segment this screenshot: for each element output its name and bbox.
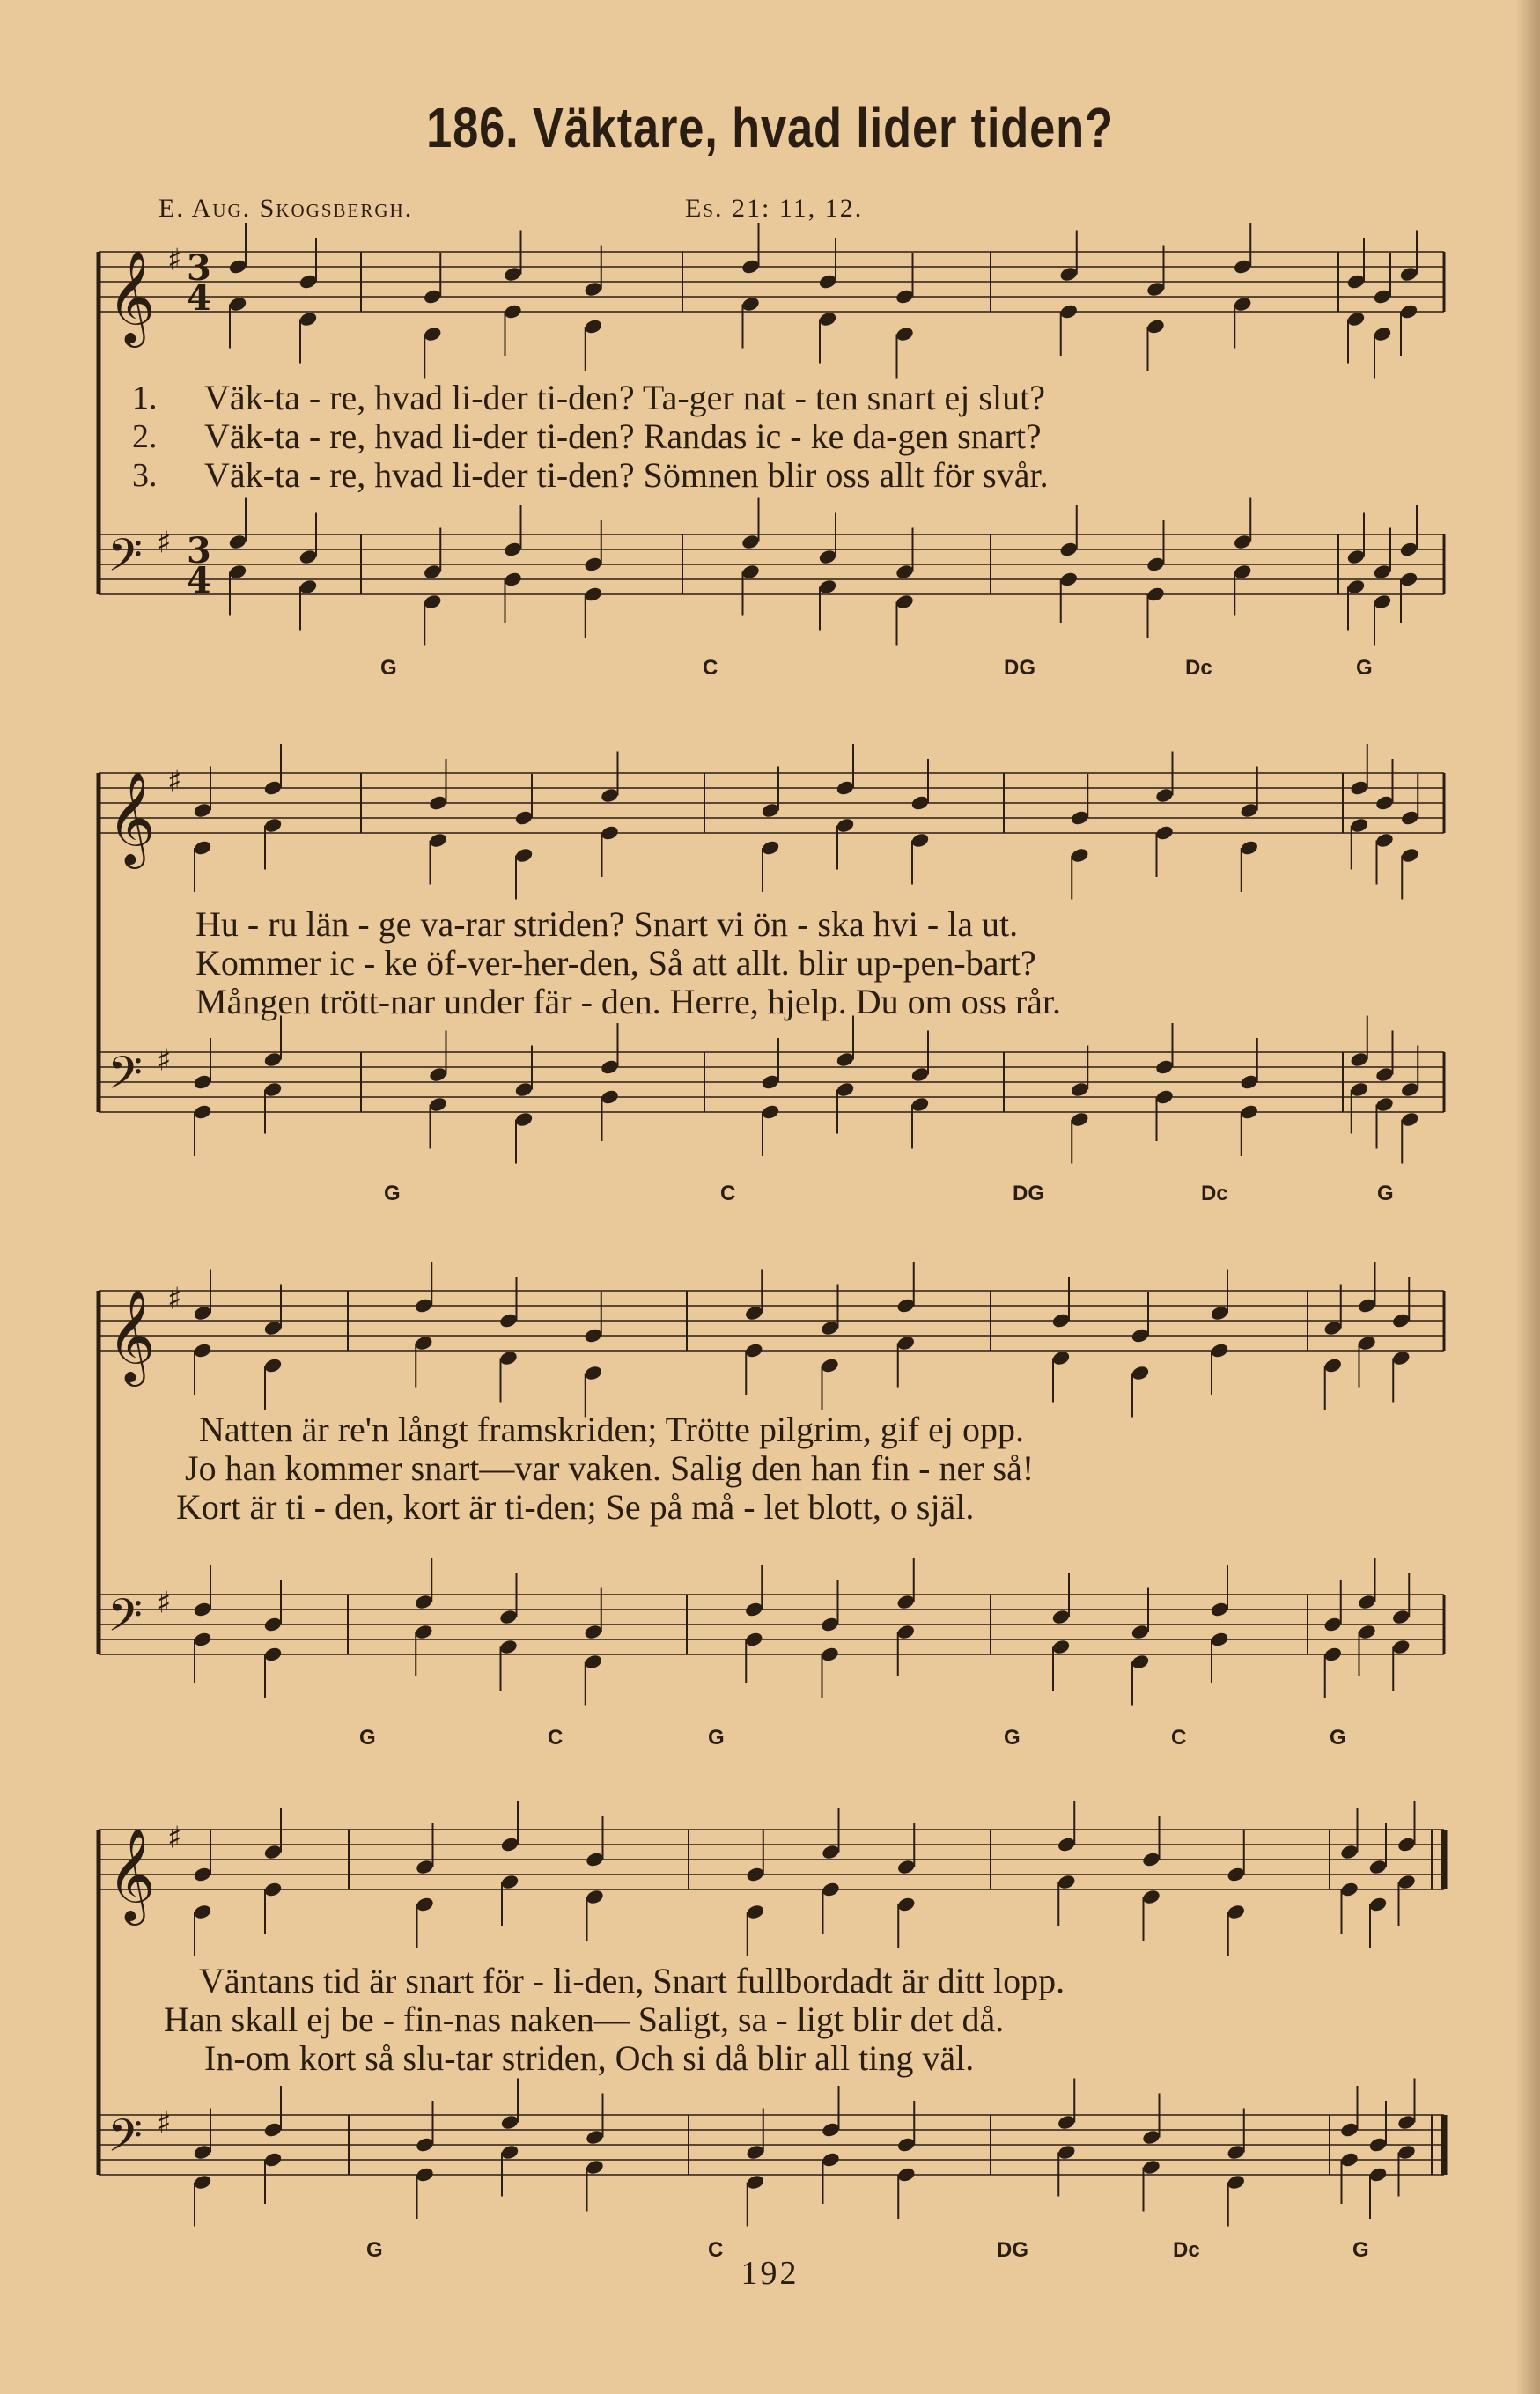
notehead-icon [1323,1646,1343,1663]
notehead-icon [1368,2136,1389,2154]
notehead-icon [895,1297,916,1315]
notehead-icon [821,2121,841,2139]
notehead-icon [583,1624,603,1641]
notehead-icon [1226,1904,1246,1921]
notehead-icon [745,2174,765,2191]
sharp-icon: ♯ [167,1820,182,1856]
notehead-icon [1239,802,1259,820]
notehead-icon [910,1066,931,1084]
notehead-icon [1146,556,1166,573]
notehead-icon [896,2136,917,2154]
notehead-icon [263,1081,284,1099]
notehead-icon [741,258,761,276]
notehead-icon [1210,1601,1230,1618]
sharp-icon: ♯ [167,763,182,799]
notehead-icon [193,1342,213,1359]
notehead-icon [1239,1103,1259,1121]
notehead-icon [1070,809,1090,827]
chord-label: G [708,1726,725,1749]
lyric-line: Väk-ta - re, hvad li-der ti-den? Sömnen blir oss allt för svår. [204,455,1049,495]
notehead-icon [1339,1844,1359,1861]
notehead-icon [818,311,838,328]
notehead-icon [1399,541,1419,558]
notehead-icon [193,1866,213,1883]
notehead-icon [1141,2129,1161,2147]
notehead-icon [503,571,523,588]
notehead-icon [415,2166,435,2184]
notehead-icon [1058,266,1079,284]
notehead-icon [1391,1609,1411,1626]
notehead-icon [415,1896,435,1913]
treble-clef-icon: 𝄞 [107,770,156,865]
lyric-line: Väk-ta - re, hvad li-der ti-den? Ta-ger nat - ten snart ej slut? [204,378,1045,417]
time-signature-icon: 3 [187,247,211,289]
notehead-icon [514,809,534,827]
notehead-icon [298,578,319,596]
notehead-icon [910,794,931,812]
chord-label: G [1377,1182,1394,1205]
notehead-icon [836,817,856,835]
notehead-icon [1146,281,1166,298]
notehead-icon [1346,311,1367,328]
verse-number: 3. [132,457,158,494]
notehead-icon [1399,303,1419,320]
notehead-icon [1233,534,1253,551]
notehead-icon [500,2144,520,2162]
notehead-icon [761,839,781,857]
notehead-icon [1357,1594,1377,1611]
notehead-icon [820,1616,840,1633]
treble-clef-icon: 𝄞 [107,249,156,343]
notehead-icon [741,296,761,313]
notehead-icon [818,578,838,596]
notehead-icon [1226,2174,1246,2191]
sharp-icon: ♯ [157,1585,172,1621]
notehead-icon [585,1851,605,1868]
notehead-icon [414,1624,434,1641]
notehead-icon [820,1357,840,1374]
chord-label: C [703,656,718,680]
notehead-icon [1374,794,1395,812]
notehead-icon [423,326,443,343]
notehead-icon [1339,1881,1359,1898]
notehead-icon [1070,1111,1090,1129]
notehead-icon [1391,1312,1411,1330]
notehead-icon [1349,1081,1369,1099]
notehead-icon [1400,1111,1420,1129]
notehead-icon [263,1881,284,1898]
notehead-icon [818,549,838,566]
notehead-icon [1339,2121,1359,2139]
notehead-icon [1146,318,1166,335]
notehead-icon [1233,296,1253,313]
notehead-icon [1070,847,1090,865]
treble-clef-icon: 𝄞 [107,1827,156,1921]
notehead-icon [193,1904,213,1921]
notehead-icon [583,586,603,603]
notehead-icon [1400,847,1420,865]
notehead-icon [1154,1058,1175,1076]
lyric-line: Natten är re'n långt framskriden; Trötte pilgrim, gif ej opp. [199,1410,1025,1449]
chord-label: G [1352,2238,1369,2262]
notehead-icon [583,318,603,335]
notehead-icon [1349,779,1369,797]
chord-label: C [720,1182,736,1205]
notehead-icon [585,2159,605,2177]
notehead-icon [1373,593,1393,611]
notehead-icon [744,1601,764,1618]
notehead-icon [583,1654,603,1671]
verse-number: 1. [132,379,158,416]
time-signature-icon: 4 [187,277,211,319]
notehead-icon [423,564,443,581]
sharp-icon: ♯ [167,242,182,278]
scripture-reference: Es. 21: 11, 12. [685,194,864,223]
notehead-icon [585,1889,605,1906]
notehead-icon [1131,1365,1151,1382]
notehead-icon [263,1320,284,1337]
notehead-icon [1057,1874,1077,1891]
chord-label: DG [1013,1182,1044,1205]
notehead-icon [263,1051,284,1069]
notehead-icon [744,1305,764,1322]
notehead-icon [1368,1896,1389,1913]
bass-clef-icon: 𝄢 [107,1046,143,1110]
notehead-icon [298,273,319,291]
notehead-icon [428,794,448,812]
hymn-title: 186. Väktare, hvad lider tiden? [426,96,1114,159]
notehead-icon [423,288,443,306]
notehead-icon [263,2151,284,2169]
chord-label: G [359,1726,376,1749]
notehead-icon [1154,1088,1175,1106]
notehead-icon [428,1096,448,1114]
chord-label: G [384,1182,401,1205]
notehead-icon [263,817,284,835]
notehead-icon [821,1844,841,1861]
notehead-icon [821,1881,841,1898]
notehead-icon [1210,1631,1230,1648]
notehead-icon [263,2121,284,2139]
notehead-icon [1396,2114,1417,2132]
notehead-icon [836,1081,856,1099]
lyric-line: Kommer ic - ke öf-ver-her-den, Så att allt. blir up-pen-bart? [195,943,1036,983]
notehead-icon [1058,541,1079,558]
notehead-icon [600,787,620,805]
notehead-icon [498,1350,519,1367]
notehead-icon [414,1594,434,1611]
notehead-icon [741,564,761,581]
lyric-line: Jo han kommer snart—var vaken. Salig den han fin - ner så! [185,1448,1035,1488]
bass-clef-icon: 𝄢 [107,528,143,593]
notehead-icon [1357,1335,1377,1352]
notehead-icon [1131,1654,1151,1671]
notehead-icon [1051,1639,1072,1656]
time-signature-icon: 4 [187,560,211,601]
notehead-icon [895,1624,916,1641]
notehead-icon [895,288,915,306]
notehead-icon [895,1594,916,1611]
notehead-icon [910,1096,931,1114]
notehead-icon [263,1844,284,1861]
notehead-icon [895,326,915,343]
notehead-icon [1346,549,1367,566]
notehead-icon [895,1335,916,1352]
sharp-icon: ♯ [157,2105,172,2141]
notehead-icon [1226,2144,1246,2162]
notehead-icon [1051,1609,1072,1626]
chord-label: G [1356,656,1373,680]
notehead-icon [744,1631,764,1648]
notehead-icon [1396,1836,1417,1853]
notehead-icon [1131,1624,1151,1641]
notehead-icon [821,2151,841,2169]
notehead-icon [415,1859,435,1876]
notehead-icon [1368,1859,1389,1876]
notehead-icon [228,296,248,313]
notehead-icon [193,2144,213,2162]
notehead-icon [514,847,534,865]
notehead-icon [745,2144,765,2162]
notehead-icon [500,2114,520,2132]
notehead-icon [263,1357,284,1374]
notehead-icon [820,1646,840,1663]
notehead-icon [1374,1066,1395,1084]
notehead-icon [1226,1866,1246,1883]
notehead-icon [1396,1874,1417,1891]
notehead-icon [1368,2166,1389,2184]
notehead-icon [1357,1297,1377,1315]
lyric-line: Hu - ru län - ge va-rar striden? Snart vi ön - ska hvi - la ut. [195,904,1019,944]
treble-clef-icon: 𝄞 [107,1288,156,1382]
notehead-icon [503,303,523,320]
notehead-icon [1141,1851,1161,1868]
notehead-icon [745,1904,765,1921]
notehead-icon [1400,809,1420,827]
notehead-icon [895,593,915,611]
notehead-icon [500,1874,520,1891]
notehead-icon [193,802,213,820]
notehead-icon [428,1066,448,1084]
notehead-icon [498,1312,519,1330]
sharp-icon: ♯ [157,525,172,561]
chord-label: DG [997,2238,1028,2262]
lyric-line: In-om kort så slu-tar striden, Och si då blir all ting väl. [204,2038,975,2078]
notehead-icon [263,779,284,797]
notehead-icon [514,1111,534,1129]
notehead-icon [193,1103,213,1121]
notehead-icon [818,273,838,291]
sharp-icon: ♯ [167,1281,182,1317]
notehead-icon [1058,303,1079,320]
notehead-icon [228,258,248,276]
notehead-icon [193,2174,213,2191]
page-number: 192 [741,2255,799,2292]
lyric-line: Kort är ti - den, kort är ti-den; Se på må - let blott, o själ. [176,1487,975,1527]
notehead-icon [583,281,603,298]
chord-label: DG [1004,656,1035,680]
chord-label: C [548,1726,564,1749]
notehead-icon [1154,787,1175,805]
notehead-icon [228,564,248,581]
notehead-icon [1396,2144,1417,2162]
notehead-icon [761,1103,781,1121]
lyric-line: Väntans tid är snart för - li-den, Snart fullbordadt är ditt lopp. [199,1961,1065,2000]
notehead-icon [1374,1096,1395,1114]
notehead-icon [1373,564,1393,581]
notehead-icon [1346,578,1367,596]
notehead-icon [1349,1051,1369,1069]
notehead-icon [1070,1081,1090,1099]
notehead-icon [1057,1836,1077,1853]
notehead-icon [1349,817,1369,835]
notehead-icon [415,2136,435,2154]
notehead-icon [1399,571,1419,588]
notehead-icon [500,1836,520,1853]
sharp-icon: ♯ [157,1042,172,1079]
notehead-icon [1323,1616,1343,1633]
notehead-icon [744,1342,764,1359]
notehead-icon [498,1639,519,1656]
notehead-icon [1339,2151,1359,2169]
lyric-line: Han skall ej be - fin-nas naken— Saligt, sa - ligt blir det då. [164,2000,1005,2039]
chord-label: Dc [1201,1182,1228,1205]
notehead-icon [193,839,213,857]
notehead-icon [896,1896,917,1913]
notehead-icon [1239,839,1259,857]
lyric-line: Väk-ta - re, hvad li-der ti-den? Randas ic - ke da-gen snart? [204,416,1042,456]
notehead-icon [1146,586,1166,603]
notehead-icon [761,1073,781,1091]
notehead-icon [1346,273,1367,291]
time-signature-icon: 3 [187,530,211,571]
notehead-icon [1391,1639,1411,1656]
notehead-icon [193,1631,213,1648]
notehead-icon [585,2129,605,2147]
notehead-icon [298,311,319,328]
notehead-icon [263,1616,284,1633]
notehead-icon [1210,1305,1230,1322]
notehead-icon [414,1297,434,1315]
notehead-icon [600,1088,620,1106]
notehead-icon [745,1866,765,1883]
bass-clef-icon: 𝄢 [107,1588,143,1653]
notehead-icon [503,541,523,558]
notehead-icon [1233,564,1253,581]
bass-clef-icon: 𝄢 [107,2109,143,2173]
chord-label: G [1330,1726,1346,1749]
notehead-icon [761,802,781,820]
notehead-icon [600,824,620,842]
composer-credit: E. Aug. Skogsbergh. [158,194,414,223]
notehead-icon [1058,571,1079,588]
notehead-icon [1239,1073,1259,1091]
notehead-icon [228,534,248,551]
notehead-icon [1357,1624,1377,1641]
notehead-icon [1400,1081,1420,1099]
chord-label: C [1171,1726,1187,1749]
notehead-icon [263,1646,284,1663]
notehead-icon [514,1081,534,1099]
notehead-icon [836,779,856,797]
notehead-icon [583,556,603,573]
notehead-icon [896,2166,917,2184]
chord-label: G [380,656,397,680]
notehead-icon [1210,1342,1230,1359]
chord-label: C [708,2238,724,2262]
notehead-icon [1051,1350,1072,1367]
chord-label: G [366,2238,383,2262]
notehead-icon [895,564,915,581]
notehead-icon [1057,2114,1077,2132]
chord-label: G [1004,1726,1021,1749]
chord-label: Dc [1173,2238,1200,2262]
notehead-icon [1399,266,1419,284]
chord-label: Dc [1185,656,1212,680]
notehead-icon [741,534,761,551]
notehead-icon [298,549,319,566]
notehead-icon [600,1058,620,1076]
notehead-icon [896,1859,917,1876]
notehead-icon [583,1327,603,1344]
notehead-icon [1374,832,1395,850]
notehead-icon [1057,2144,1077,2162]
notehead-icon [820,1320,840,1337]
notehead-icon [414,1335,434,1352]
notehead-icon [503,266,523,284]
notehead-icon [910,832,931,850]
notehead-icon [1141,2159,1161,2177]
notehead-icon [583,1365,603,1382]
notehead-icon [1323,1320,1343,1337]
notehead-icon [193,1073,213,1091]
notehead-icon [1233,258,1253,276]
notehead-icon [193,1305,213,1322]
notehead-icon [1131,1327,1151,1344]
notehead-icon [1373,326,1393,343]
notehead-icon [428,832,448,850]
notehead-icon [1051,1312,1072,1330]
notehead-icon [498,1609,519,1626]
notehead-icon [423,593,443,611]
notehead-icon [1323,1357,1343,1374]
notehead-icon [1141,1889,1161,1906]
notehead-icon [836,1051,856,1069]
notehead-icon [1373,288,1393,306]
notehead-icon [1391,1350,1411,1367]
notehead-icon [193,1601,213,1618]
lyric-line: Mången trött-nar under fär - den. Herre, hjelp. Du om oss rår. [195,982,1062,1021]
notehead-icon [1154,824,1175,842]
verse-number: 2. [132,418,158,455]
